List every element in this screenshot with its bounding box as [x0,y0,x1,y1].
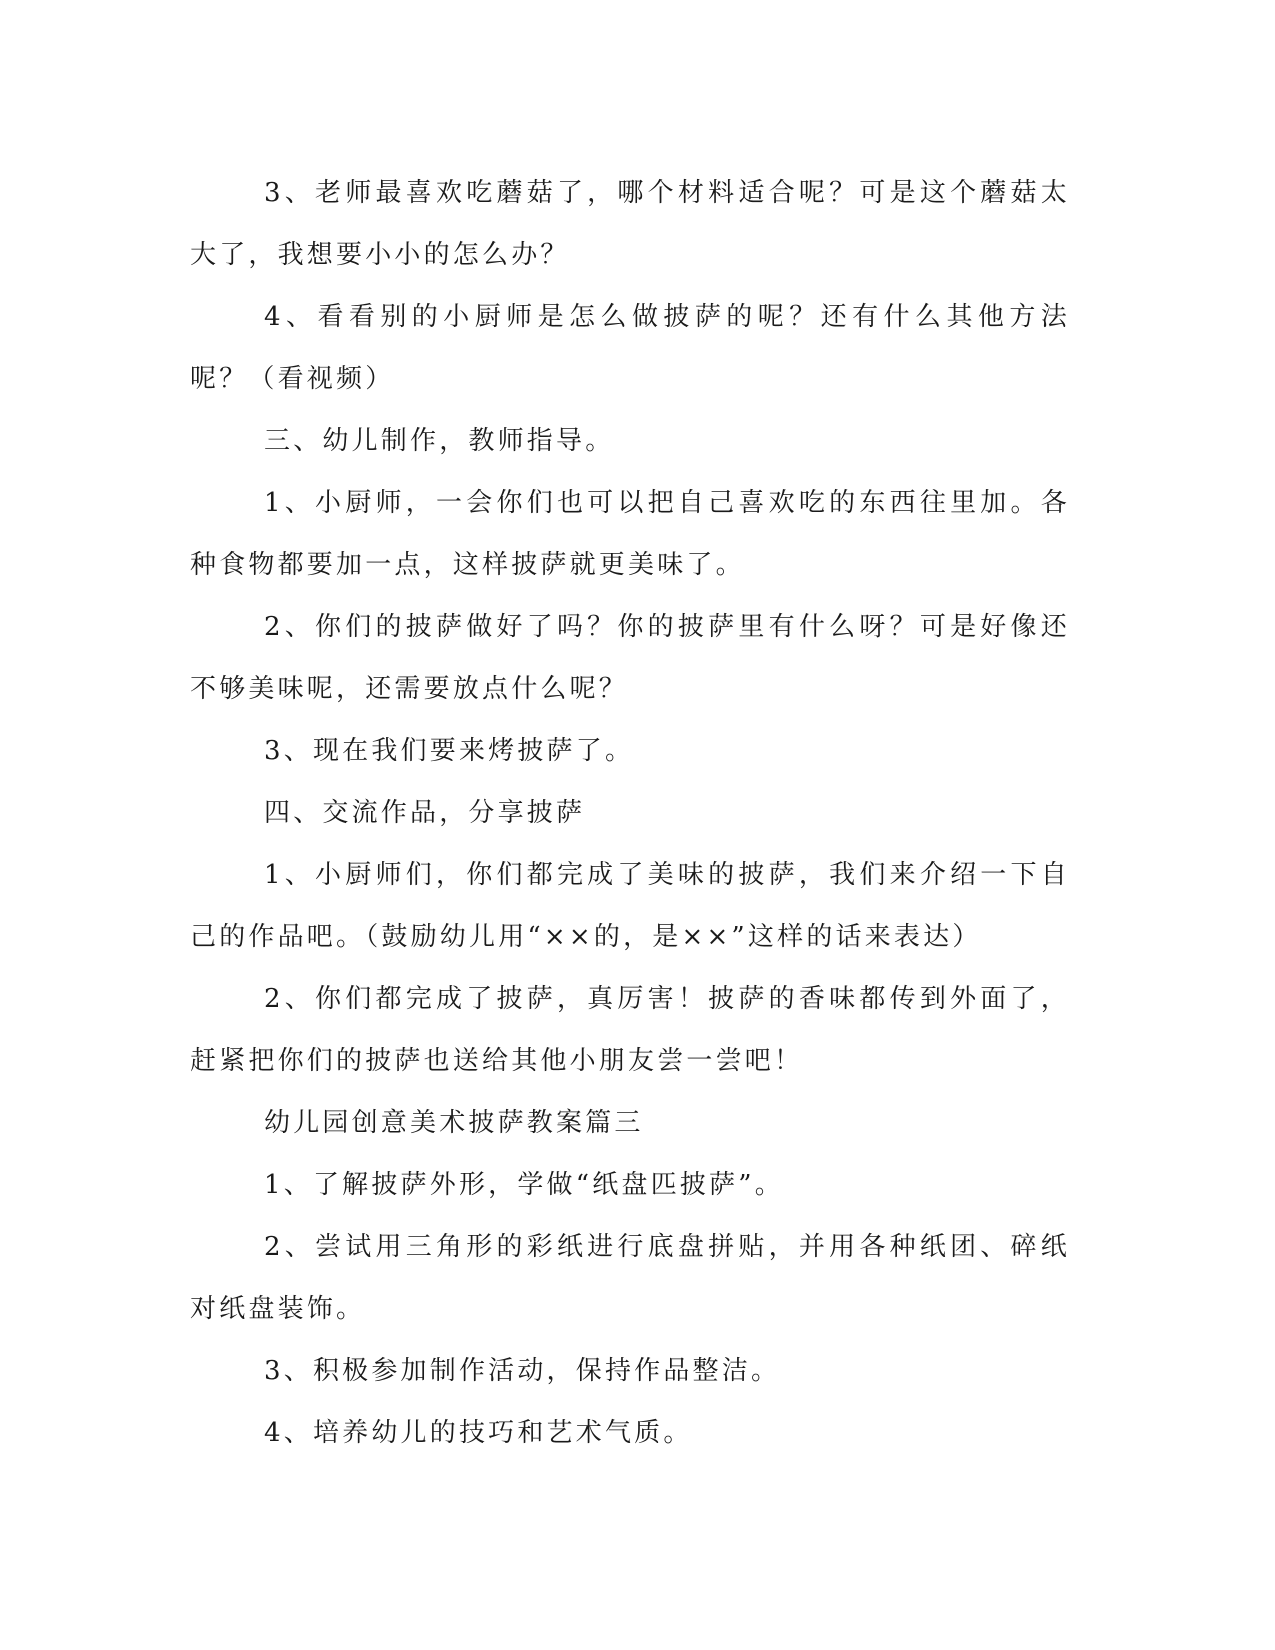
goal-item-1: 1、了解披萨外形，学做“纸盘匹披萨”。 [264,1170,784,1200]
paragraph-step-3-mushroom: 3、老师最喜欢吃蘑菇了，哪个材料适合呢？可是这个蘑菇太大了，我想要小小的怎么办？ [190,178,1070,270]
goal-item-3: 3、积极参加制作活动，保持作品整洁。 [264,1356,781,1386]
paragraph-sharing-2: 2、你们都完成了披萨，真厉害！披萨的香味都传到外面了，赶紧把你们的披萨也送给其他小朋友尝一尝吧！ [190,984,1070,1076]
paragraph-step-4-video: 4、看看别的小厨师是怎么做披萨的呢？还有什么其他方法呢？（看视频） [190,302,1070,394]
paragraph-making-2: 2、你们的披萨做好了吗？你的披萨里有什么呀？可是好像还不够美味呢，还需要放点什么呢？ [190,612,1070,704]
paragraph-making-1: 1、小厨师，一会你们也可以把自己喜欢吃的东西往里加。各种食物都要加一点，这样披萨就更美味了。 [190,488,1070,580]
document-body [190,162,1070,1464]
paragraph-making-3: 3、现在我们要来烤披萨了。 [264,736,635,766]
section-heading-making: 三、幼儿制作，教师指导。 [264,426,615,456]
goal-item-2: 2、尝试用三角形的彩纸进行底盘拼贴，并用各种纸团、碎纸对纸盘装饰。 [190,1232,1070,1324]
lesson-plan-title-part-3: 幼儿园创意美术披萨教案篇三 [264,1108,644,1138]
section-heading-sharing: 四、交流作品，分享披萨 [264,798,586,828]
goal-item-4: 4、培养幼儿的技巧和艺术气质。 [264,1418,693,1448]
paragraph-sharing-1: 1、小厨师们，你们都完成了美味的披萨，我们来介绍一下自己的作品吧。（鼓励幼儿用“××的，是××”这样的话来表达） [190,860,1070,952]
